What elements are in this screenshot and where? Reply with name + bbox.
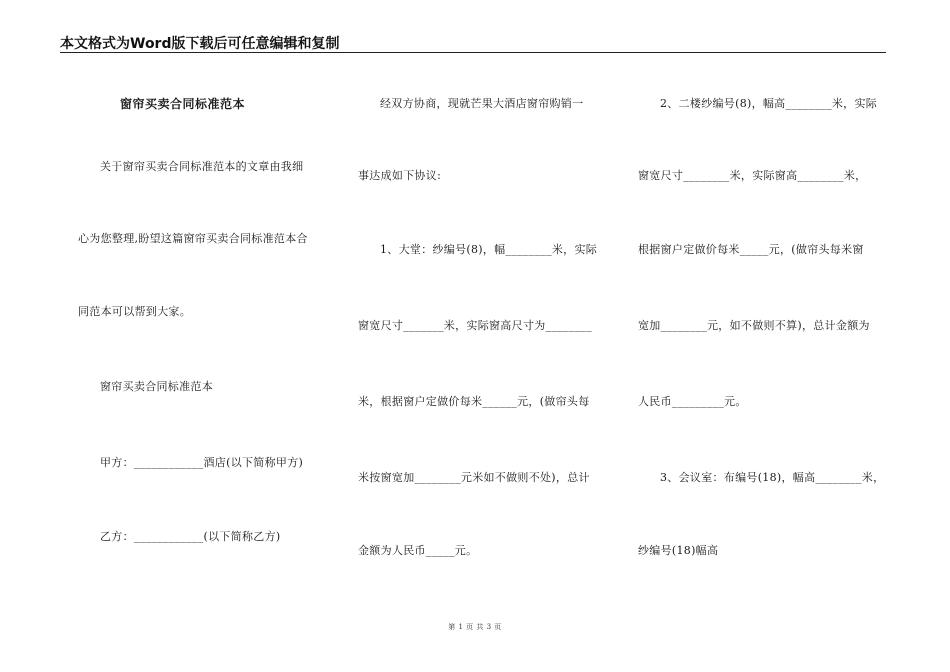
- document-title: 窗帘买卖合同标准范本: [120, 97, 246, 111]
- paragraph-line: 经双方协商，现就芒果大酒店窗帘购销一: [380, 97, 584, 110]
- paragraph-line: 关于窗帘买卖合同标准范本的文章由我细: [100, 160, 304, 173]
- clause-line: 米，根据窗户定做价每米______元，(做帘头每: [358, 395, 590, 408]
- text-column-2: [358, 0, 608, 672]
- clause-line: 3、会议室：布编号(18)，幅高________米，: [660, 471, 885, 484]
- paragraph-line: 心为您整理,盼望这篇窗帘买卖合同标准范本合: [78, 232, 308, 245]
- document-header-banner: 本文格式为Word版下载后可任意编辑和复制: [60, 36, 340, 52]
- clause-line: 纱编号(18)幅高: [638, 544, 719, 557]
- text-column-3: [638, 0, 890, 672]
- text-column-1: [78, 0, 326, 672]
- page-number: 第 1 页 共 3 页: [448, 623, 502, 631]
- section-heading: 窗帘买卖合同标准范本: [100, 380, 213, 393]
- party-a-line: 甲方：____________酒店(以下简称甲方): [100, 456, 304, 469]
- clause-line: 米按窗宽加________元米如不做则不处)，总计: [358, 471, 590, 484]
- party-b-line: 乙方：____________(以下简称乙方): [100, 530, 281, 543]
- clause-line: 根据窗户定做价每米_____元，(做帘头每米窗: [638, 243, 864, 256]
- paragraph-line: 事达成如下协议:: [358, 169, 442, 182]
- clause-line: 金额为人民币_____元。: [358, 544, 478, 557]
- clause-line: 窗宽尺寸_______米，实际窗高尺寸为________: [358, 319, 592, 332]
- clause-line: 1、大堂：纱编号(8)，幅________米，实际: [380, 243, 598, 256]
- paragraph-line: 同范本可以帮到大家。: [78, 305, 191, 318]
- clause-line: 2、二楼纱编号(8)，幅高________米，实际: [660, 97, 878, 110]
- clause-line: 人民币_________元。: [638, 395, 747, 408]
- clause-line: 窗宽尺寸________米，实际窗高________米，: [638, 169, 867, 182]
- clause-line: 宽加________元，如不做则不算)，总计金额为: [638, 319, 870, 332]
